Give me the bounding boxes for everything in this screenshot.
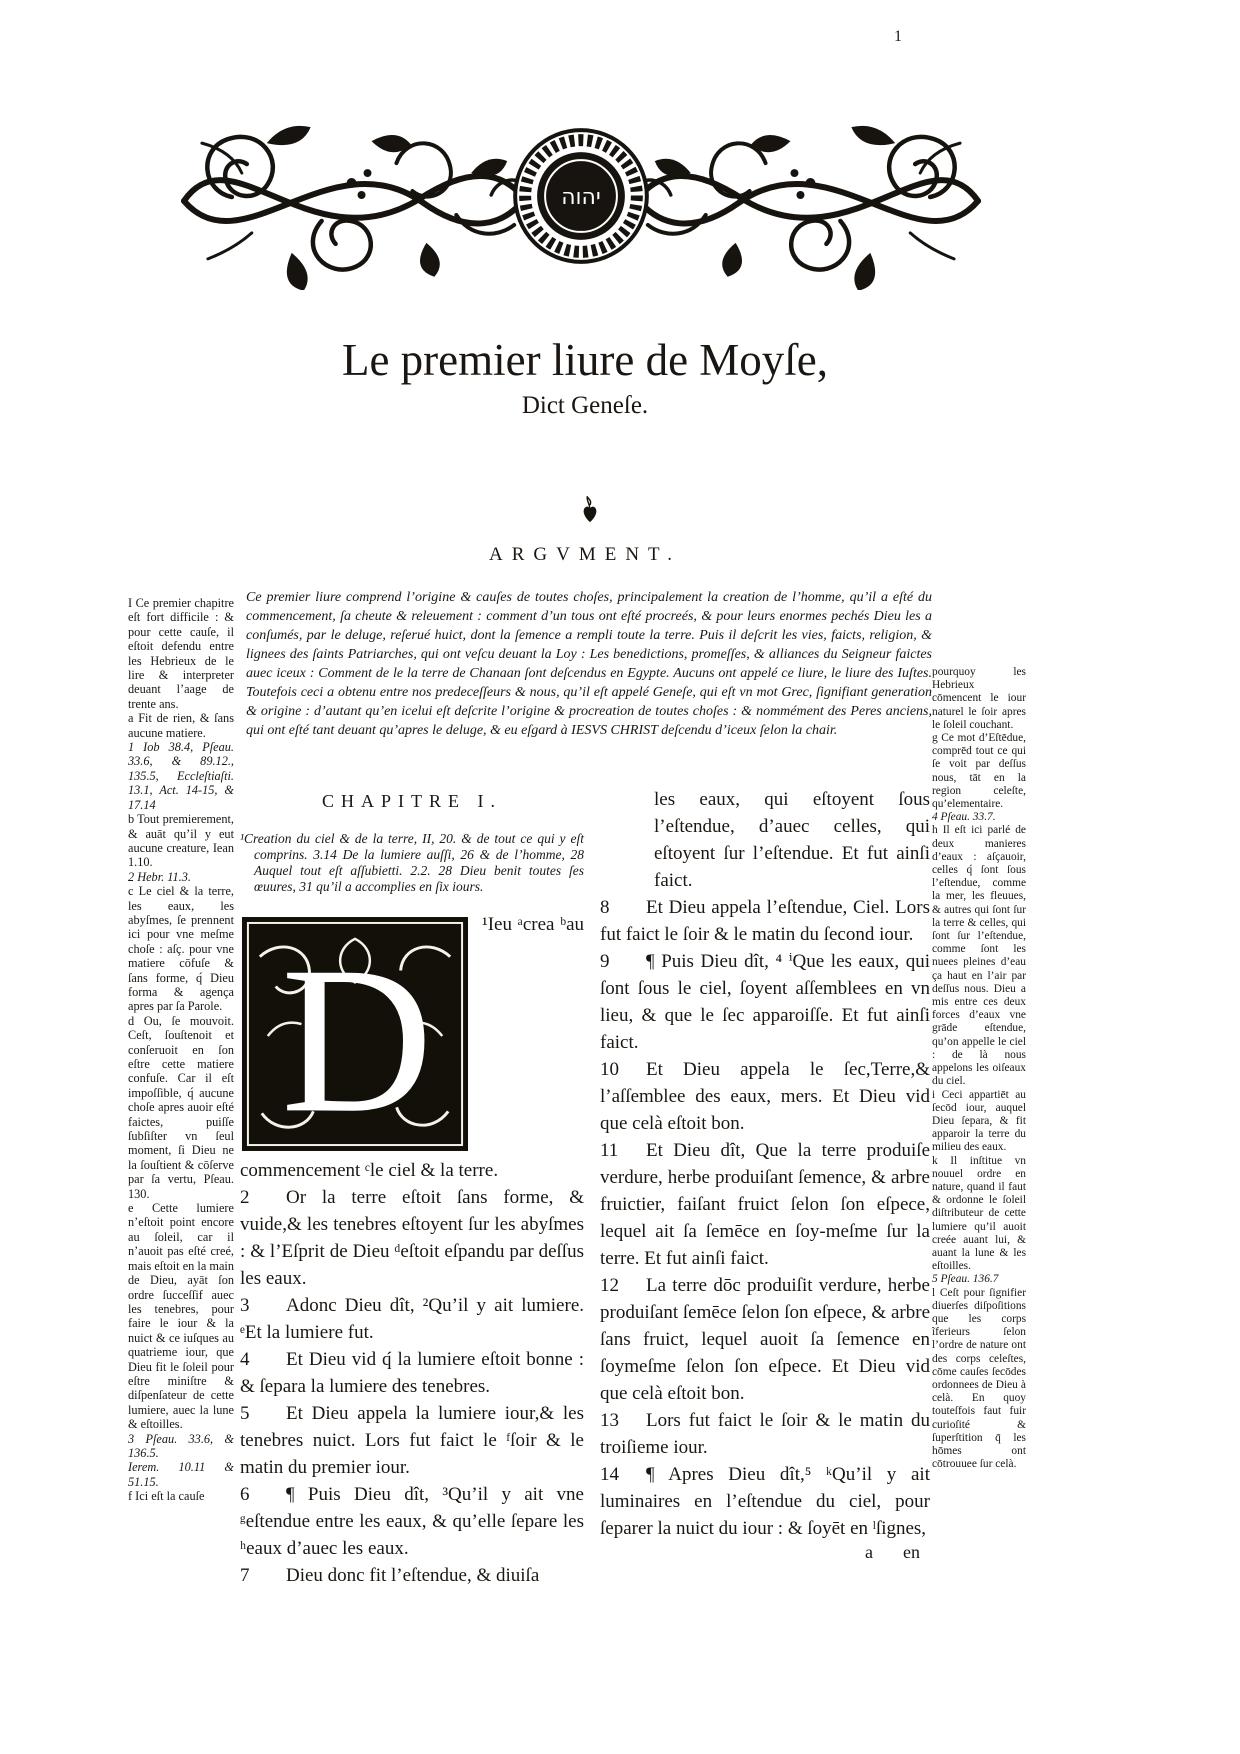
margin-note: k Il inſtitue vn nouuel ordre en nature, quand il faut & ordonne le ſoleil diſtributeur de cette lumiere qu’il auoit creée auant lui, & auant la lune & les eſtoilles. xyxy=(932,1154,1026,1273)
catchword: en xyxy=(903,1542,920,1562)
verse-number: 5 xyxy=(240,1403,250,1424)
book-subtitle: Dict Geneſe. xyxy=(521,391,649,419)
headpiece-ornament xyxy=(172,103,990,290)
right-margin-notes xyxy=(932,666,1026,1471)
verse-text: 10 Et Dieu appela le ſec,Terre,& l’aſſemblee des eaux, mers. Et Dieu vid que celà eſtoit bon. xyxy=(600,1056,930,1137)
chapter-summary: ¹Creation du ciel & de la terre, II, 20. & de tout ce qui y eſt comprins. 3.14 De la lumiere auſſi, 26 & de l’homme, 28 Auquel tout eſt aſſubietti. 2.2. 28 Dieu benit toutes ſes œuures, 31 qu’il a accomplies en ſix iours. xyxy=(240,831,584,894)
verse-text: 11 Et Dieu dît, Que la terre produiſe verdure, herbe produiſant ſemence, & arbre fruictier, faiſant fruict ſelon ſon eſpece, lequel ait ſa ſemēce en ſoy-meſme ſur la terre. Et fut ainſi faict. xyxy=(600,1137,930,1272)
drop-cap-letter: D xyxy=(281,924,433,1153)
margin-note-ref: 5 Pſeau. 136.7 xyxy=(932,1273,999,1286)
margin-note: d Ou, ſe mouvoit. Ceſt, ſouſtenoit et conſeruoit en ſon eſtre cette matiere confuſe. Car il eſt impoſſible, q́ aucune choſe apres auoir eſté faictes, puiſſe ſubſiſter vn ſeul moment, ſi Dieu ne la ſouſtient & cōſerve par ſa vertu, Pſeau. 130. xyxy=(128,1013,234,1201)
verse-text: 6 ¶ Puis Dieu dît, ³Qu’il y ait vne ᵍeſtendue entre les eaux, & qu’elle ſepare les ʰeaux d’auec les eaux. xyxy=(240,1481,584,1562)
catchword-line xyxy=(800,1542,920,1563)
margin-note: h Il eſt ici parlé de deux manieres d’eaux : aſçauoir, celles q́ ſont ſous l’eſtendue, comme la mer, les fleuues, & autres qui ſont ſur la terre & celles, qui ſont ſur l’eſtendue, comme ſont les nuees pleines d’eau ça haut en l’air par deſſus nous. Dieu a mis entre ces deux forces d’eaux vne grāde eſtendue, qu’on appelle le ciel : de là nous appelons les oiſeaux du ciel. xyxy=(932,824,1026,1088)
margin-note: a Fit de rien, & ſans aucune matiere. xyxy=(128,711,234,740)
verse-text: 7 Dieu donc fit l’eſtendue, & diuiſa xyxy=(240,1562,584,1589)
verse-text: 2 Or la terre eſtoit ſans forme, & vuide,& les tenebres eſtoyent ſur les abyſmes : & l’Eſprit de Dieu ᵈeſtoit eſpandu par deſſus les eaux. xyxy=(240,1184,584,1292)
text-column-left xyxy=(240,786,584,1589)
margin-note-ref: 4 Pſeau. 33.7. xyxy=(932,811,996,824)
margin-note: c Le ciel & la terre, les eaux, les abyſmes, ſe prennent ici pour vne meſme choſe : aſç. pour vne matiere cōfuſe & ſans forme, q́ Dieu forma & agença apres par ſa Parole. xyxy=(128,884,234,1014)
verse-text: 3 Adonc Dieu dît, ²Qu’il y ait lumiere. ᵉEt la lumiere fut. xyxy=(240,1292,584,1346)
verse-number: 2 xyxy=(240,1187,250,1208)
drop-cap-initial xyxy=(240,915,470,1153)
tetragrammaton-text: יהוה xyxy=(561,184,601,210)
verse-number: 12 xyxy=(600,1275,619,1296)
margin-note-ref: Ierem. 10.11 & 51.15. xyxy=(128,1460,234,1489)
verse-1-2-block xyxy=(240,911,584,1292)
verse-number: 4 xyxy=(240,1349,250,1370)
margin-note: e Cette lumiere n’eſtoit point encore au ſoleil, car il n’auoit pas eſté creé, mais eſtoit en la main de Dieu, ayāt ſon ordre ſucceſſif auec les tenebres, pour faire le iour & la nuict & ce iuſques au quatrieme iour, que Dieu fit le ſoleil pour eſtre miniſtre & diſpenſateur de cette lumiere, auec la lune & eſtoilles. xyxy=(128,1201,234,1432)
verse-text: les eaux, qui eſtoyent ſous l’eſtendue, d’auec celles, qui eſtoyent ſur l’eſtendue. Et fut ainſi faict. xyxy=(654,789,930,891)
headpiece-medallion xyxy=(515,130,647,262)
margin-note: l Ceſt pour ſignifier diuerſes diſpoſitions que les corps ĩferieurs ſelon l’ordre de nature ont des corps celeſtes, cōme cauſes ſecōdes ordonnees de Dieu à celà. En quoy touteſfois faut fuir curioſité & ſuperſtition q̄ les hōmes ont cōtrouuee ſur celà. xyxy=(932,1286,1026,1471)
left-margin-notes xyxy=(128,596,234,1504)
verse-text: 4 Et Dieu vid q́ la lumiere eſtoit bonne : & ſepara la lumiere des tenebres. xyxy=(240,1346,584,1400)
title-block xyxy=(240,336,930,420)
argument-paragraph: Ce premier liure comprend l’origine & cauſes de toutes choſes, principalement la creation de l’homme, qu’il a eſté du commencement, ſa cheute & releuement : comment d’un tous ont eſté procreés, & pour leurs enormes pechés Dieu les a conſumés, par le deluge, reſerué huict, dont la ſemence a rempli toute la terre. Puis il deſcrit les vies, faicts, religion, & lignees des ſaints Patriarches, qui ont veſcu deuant la Loy : Les benedictions, promeſſes, & alliances du Seigneur faictes auec iceux : Comment de le la terre de Chanaan ſont deſcendus en Egypte. Aucuns ont appelé ce liure, le liure des Iuſtes. Toutefois ceci a obtenu entre nos predeceſſeurs & nous, qu’il eſt appelé Geneſe, qui eſt vn mot Grec, ſignifiant generation & origine : d’autant qu’en icelui eſt deſcrite l’origine & procreation de toutes choſes : & nommément des Peres anciens, qui ont eſté tant deuant qu’apres le deluge, & eu eſgard à IESVS CHRIST deſcendu d’iceux ſelon la chair. xyxy=(246,590,932,738)
margin-note: b Tout premierement, & auāt qu’il y eut aucune creature, Iean 1.10. xyxy=(128,812,234,870)
verse-number: 13 xyxy=(600,1410,619,1431)
margin-note-ref: 3 Pſeau. 33.6, & 136.5. xyxy=(128,1431,234,1460)
margin-note-ref: 2 Hebr. 11.3. xyxy=(128,869,191,884)
verse-text: 13 Lors fut faict le ſoir & le matin du troiſieme iour. xyxy=(600,1407,930,1461)
verse-number: 9 xyxy=(600,951,610,972)
argument-heading: ARGVMENT. xyxy=(488,544,681,565)
verse-number: 8 xyxy=(600,897,610,918)
verse-text: ¹Ieu ᵃcrea ᵇau commencement ᶜle ciel & la terre. xyxy=(240,914,584,1181)
book-title: Le premier liure de Moyſe, xyxy=(341,335,829,385)
verse-number: 10 xyxy=(600,1059,619,1080)
verse-text: 8 Et Dieu appela l’eſtendue, Ciel. Lors fut faict le ſoir & le matin du ſecond iour. xyxy=(600,894,930,948)
verse-number: 14 xyxy=(600,1464,619,1485)
chapter-heading: CHAPITRE I. xyxy=(322,791,502,811)
verse-number: 3 xyxy=(240,1295,250,1316)
verse-text: 14 ¶ Apres Dieu dît,⁵ ᵏQu’il y ait luminaires en l’eſtendue du ciel, pour ſeparer la nuict du iour : & ſoyēt en ˡſignes, xyxy=(600,1461,930,1542)
page-number: 1 xyxy=(894,28,902,45)
leaf-ornament-icon xyxy=(578,496,602,528)
signature-mark: a xyxy=(865,1542,873,1562)
verse-text: 12 La terre dōc produiſit verdure, herbe produiſant ſemēce ſelon ſon eſpece, & arbre ſans fruict, lequel auoit ſa ſemence en ſoymeſme ſelon ſon eſpece. Et Dieu vid que celà eſtoit bon. xyxy=(600,1272,930,1407)
margin-note: i Ceci appartiēt au ſecōd iour, auquel Dieu ſepara, & fit apparoir la terre du milieu des eaux. xyxy=(932,1088,1026,1154)
margin-note: g Ce mot d’Eſtēdue, comprēd tout ce qui ſe voit par deſſus nous, tāt en la region celeſte, qu’elementaire. xyxy=(932,732,1026,811)
verse-text: 5 Et Dieu appela la lumiere iour,& les tenebres nuict. Lors fut faict le ᶠſoir & le matin du premier iour. xyxy=(240,1400,584,1481)
verse-number: 11 xyxy=(600,1140,619,1161)
verse-number: 6 xyxy=(240,1484,250,1505)
headpiece-engraving-graphic xyxy=(172,103,990,290)
verse-text: 9 ¶ Puis Dieu dît, ⁴ ⁱQue les eaux, qui ſont ſous le ciel, ſoyent aſſemblees en vn lieu, & que le ſec apparoiſſe. Et fut ainſi faict. xyxy=(600,948,930,1056)
verse-number: 7 xyxy=(240,1565,250,1586)
text-column-right xyxy=(600,786,930,1542)
margin-note: I Ce premier chapitre eſt fort difficile : & pour cette cauſe, il eſtoit defendu entre les Hebrieux de le lire & interpreter deuant l’aage de trente ans. xyxy=(128,596,234,711)
margin-note-ref: 1 Iob 38.4, Pſeau. 33.6, & 89.12., 135.5, Eccleſtiaſti. 13.1, Act. 14-15, & 17.14 xyxy=(128,740,234,812)
margin-note: pourquoy les Hebrieux cōmencent le iour naturel le ſoir apres le ſoleil couchant. xyxy=(932,666,1026,731)
margin-note: f Ici eſt la cauſe xyxy=(128,1489,205,1504)
